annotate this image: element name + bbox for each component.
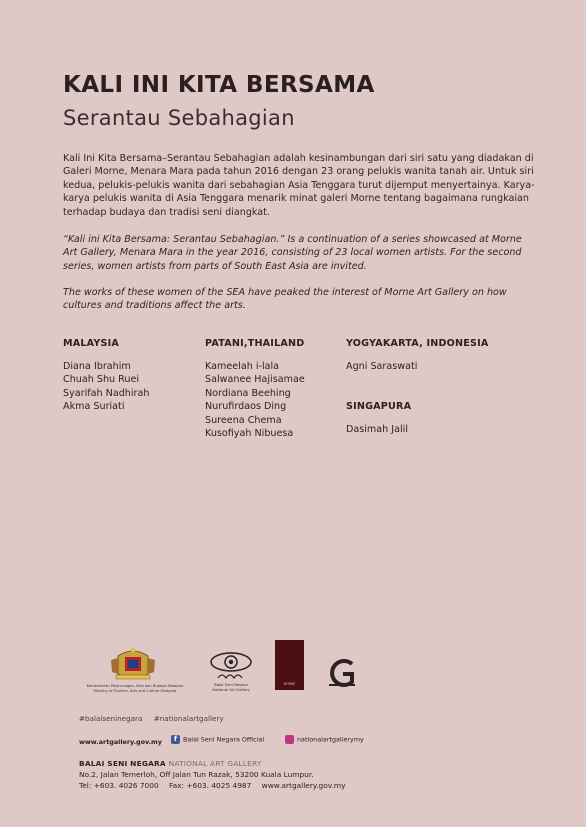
- artists-indonesia: [346, 338, 488, 373]
- country-heading: SINGAPURA: [346, 401, 412, 412]
- fax: Fax: +603. 4025 4987: [169, 781, 252, 790]
- page-title: KALI INI KITA BERSAMA: [63, 72, 375, 98]
- intro-malay: Kali Ini Kita Bersama–Serantau Sebahagian adalah kesinambungan dari siri satu yang diadakan di Galeri Morne, Menara Mara pada tahun 2016 dengan 23 orang pelukis wanita tanah air. Untuk siri kedua, pelukis-pelukis wanita dari sebahagian Asia Tenggara turut dijemput menyertainya. Karya-karya pelukis wanita di Asia Tenggara menarik minat galeri Morne tentang bagaimana rungkaian terhadap budaya dan tradisi seni diangkat.: [63, 153, 535, 218]
- country-heading: MALAYSIA: [63, 338, 120, 349]
- artist-name: Sureena Chema: [205, 414, 282, 426]
- artist-name: Salwanee Hajisamae: [205, 374, 305, 386]
- morne-gallery-logo: MORNE: [275, 640, 304, 690]
- street-address: No.2, Jalan Temerloh, Off Jalan Tun Razak, 53200 Kuala Lumpur.: [79, 770, 314, 779]
- website-link[interactable]: www.artgallery.gov.my: [79, 738, 162, 746]
- website-text[interactable]: www.artgallery.gov.my: [261, 781, 346, 790]
- intro-english: “Kali ini Kita Bersama: Serantau Sebahagian.” Is a continuation of a series showcased at Morne Art Gallery, Menara Mara in the year 2016, consisting of 23 local women artists. For the second series, women artists from parts of South East Asia are invited.: [63, 234, 522, 272]
- artist-name: Akma Suriati: [63, 401, 125, 413]
- hashtag: #balaiseninegara: [79, 714, 143, 723]
- country-heading: YOGYAKARTA, INDONESIA: [346, 338, 489, 349]
- artist-name: Kameelah i-lala: [205, 361, 280, 372]
- hashtag: #nationalartgallery: [153, 714, 224, 723]
- artist-name: Chuah Shu Ruei: [63, 374, 140, 386]
- artists-singapore: [346, 401, 411, 436]
- artist-name: Syarifah Nadhirah: [63, 387, 150, 399]
- country-heading: PATANI,THAILAND: [205, 338, 305, 349]
- artist-name: Agni Saraswati: [346, 361, 418, 372]
- social-links: [79, 735, 499, 749]
- sponsor-logos: [0, 640, 586, 700]
- artist-name: Kusofiyah Nibuesa: [205, 428, 294, 440]
- intro-english-2: The works of these women of the SEA have peaked the interest of Morne Art Gallery on how cultures and traditions affect the arts.: [63, 287, 507, 312]
- ministry-caption: Kementerian Pelancongan, Seni dan Budaya Malaysia Ministry of Tourism, Arts and Culture Malaysia: [86, 684, 184, 693]
- facebook-icon: f: [171, 735, 180, 744]
- artists-thailand: [205, 338, 305, 440]
- contact-line: [79, 780, 353, 791]
- instagram-icon: [285, 735, 294, 744]
- gallery-partner-logo-icon: [325, 658, 359, 688]
- bsn-caption: Balai Seni Negara National Art Gallery: [212, 682, 250, 692]
- malaysia-coat-of-arms-icon: [108, 648, 158, 682]
- artist-name: Diana Ibrahim: [63, 361, 131, 372]
- hashtags: [79, 714, 233, 723]
- facebook-link[interactable]: f Balai Seni Negara Official: [171, 735, 264, 744]
- artist-name: Nordiana Beehing: [205, 387, 291, 399]
- artists-malaysia: [63, 338, 149, 414]
- page-subtitle: Serantau Sebahagian: [63, 106, 295, 130]
- telephone: Tel: +603. 4026 7000: [79, 781, 159, 790]
- gallery-address: [79, 758, 353, 791]
- org-name: BALAI SENI NEGARA NATIONAL ART GALLERY: [79, 759, 262, 768]
- instagram-link[interactable]: nationalartgallerymy: [285, 735, 364, 744]
- artist-name: Nurufirdaos Ding: [205, 401, 287, 413]
- artist-name: Dasimah Jalil: [346, 424, 408, 435]
